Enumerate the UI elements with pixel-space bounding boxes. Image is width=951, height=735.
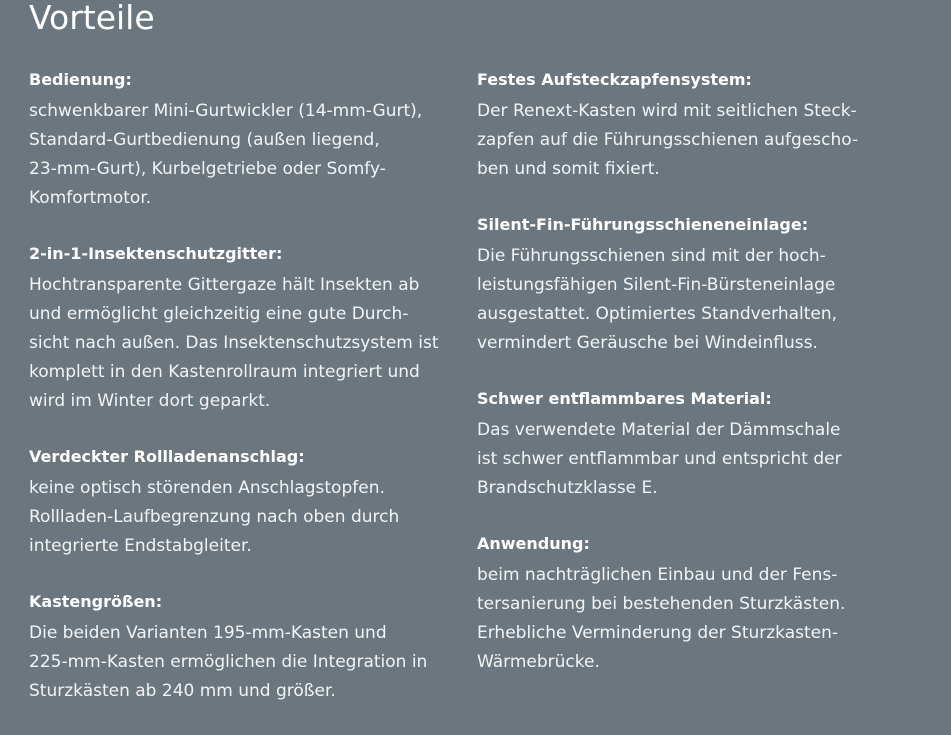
- section-rollladenanschlag: [29, 445, 459, 561]
- section-heading: 2-in-1-Insektenschutzgitter:: [29, 244, 283, 263]
- section-text-line: ist schwer entflammbar und entspricht der: [477, 449, 842, 469]
- section-text-line: Brandschutzklasse E.: [477, 478, 658, 498]
- section-text-line: keine optisch störenden Anschlagstopfen.: [29, 478, 385, 498]
- section-bedienung: [29, 68, 459, 213]
- section-text-line: schwenkbarer Mini-Gurtwickler (14-mm-Gurt),: [29, 101, 423, 121]
- section-text-line: Standard-Gurtbedienung (außen liegend,: [29, 130, 380, 150]
- section-text-line: leistungsfähigen Silent-Fin-Bürsteneinlage: [477, 275, 836, 295]
- section-text-line: 23-mm-Gurt), Kurbelgetriebe oder Somfy-: [29, 159, 386, 179]
- section-text-line: Rollladen-Laufbegrenzung nach oben durch: [29, 507, 400, 527]
- section-text-line: sicht nach außen. Das Insektenschutzsystem ist: [29, 333, 439, 353]
- section-text-line: Die beiden Varianten 195-mm-Kasten und: [29, 623, 387, 643]
- section-heading: Silent-Fin-Führungsschieneneinlage:: [477, 215, 809, 234]
- section-heading: Kastengrößen:: [29, 592, 163, 611]
- section-text-line: beim nachträglichen Einbau und der Fens-: [477, 565, 838, 585]
- section-aufsteckzapfensystem: [477, 68, 937, 184]
- section-kastengroessen: [29, 590, 459, 706]
- section-text-line: Das verwendete Material der Dämmschale: [477, 420, 841, 440]
- section-insektenschutzgitter: [29, 242, 459, 416]
- section-text-line: Komfortmotor.: [29, 188, 152, 208]
- section-text-line: 225-mm-Kasten ermöglichen die Integration in: [29, 652, 428, 672]
- section-text-line: Die Führungsschienen sind mit der hoch-: [477, 246, 826, 266]
- page-title: Vorteile: [29, 0, 155, 37]
- section-text-line: integrierte Endstabgleiter.: [29, 536, 252, 556]
- section-heading: Verdeckter Rollladenanschlag:: [29, 447, 305, 466]
- section-heading: Festes Aufsteckzapfensystem:: [477, 70, 752, 89]
- section-text-line: Erhebliche Verminderung der Sturzkasten-: [477, 623, 839, 643]
- section-text-line: Sturzkästen ab 240 mm und größer.: [29, 681, 336, 701]
- section-text-line: Der Renext-Kasten wird mit seitlichen Steck-: [477, 101, 857, 121]
- section-text-line: ausgestattet. Optimiertes Standverhalten,: [477, 304, 838, 324]
- section-text-line: vermindert Geräusche bei Windeinfluss.: [477, 333, 818, 353]
- section-text-line: wird im Winter dort geparkt.: [29, 391, 271, 411]
- left-column: [29, 68, 459, 735]
- section-heading: Bedienung:: [29, 70, 132, 89]
- section-heading: Schwer entflammbares Material:: [477, 389, 772, 408]
- section-heading: Anwendung:: [477, 534, 590, 553]
- section-text-line: Wärmebrücke.: [477, 652, 600, 672]
- section-silent-fin: [477, 213, 937, 358]
- right-column: [477, 68, 937, 706]
- section-text-line: komplett in den Kastenrollraum integriert und: [29, 362, 420, 382]
- section-text-line: Hochtransparente Gittergaze hält Insekten ab: [29, 275, 420, 295]
- section-anwendung: [477, 532, 937, 677]
- section-material: [477, 387, 937, 503]
- section-text-line: und ermöglicht gleichzeitig eine gute Durch-: [29, 304, 409, 324]
- section-text-line: ben und somit fixiert.: [477, 159, 660, 179]
- section-text-line: zapfen auf die Führungsschienen aufgescho-: [477, 130, 859, 150]
- section-text-line: tersanierung bei bestehenden Sturzkästen.: [477, 594, 846, 614]
